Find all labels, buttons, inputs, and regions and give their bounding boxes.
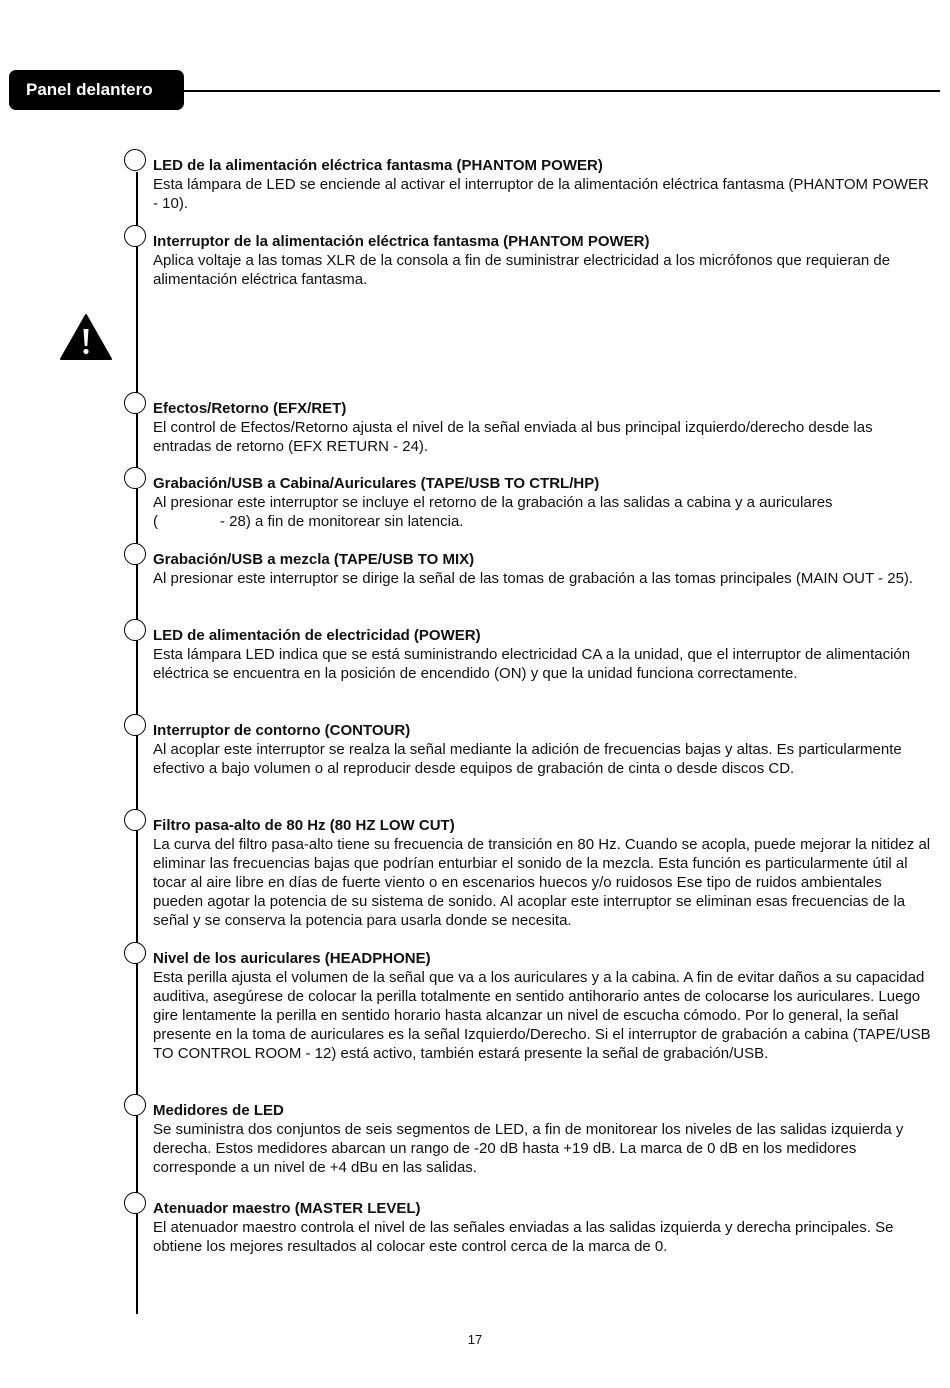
item-body: Al presionar este interruptor se incluye el retorno de la grabación a las salidas a cabina y a auriculares [153,494,833,511]
bullet-circle [124,543,146,565]
item-title: Interruptor de contorno (CONTOUR) [153,722,411,739]
warning-icon [59,313,113,361]
item-title: Efectos/Retorno (EFX/RET) [153,400,347,417]
list-item [153,816,935,930]
header-rule [184,90,940,92]
list-item [153,626,935,683]
list-item [153,1199,935,1256]
bullet-circle [124,714,146,736]
bullet-circle [124,809,146,831]
section-header-tab [9,70,184,110]
section-title: Panel delantero [26,80,153,99]
page-number: 17 [467,1332,483,1347]
list-item [153,949,935,1063]
item-title: LED de la alimentación eléctrica fantasma (PHANTOM POWER) [153,157,603,174]
item-title: Grabación/USB a mezcla (TAPE/USB TO MIX) [153,551,475,568]
bullet-circle [124,467,146,489]
bullet-circle [124,149,146,171]
item-title: LED de alimentación de electricidad (POWER) [153,627,481,644]
item-title: Interruptor de la alimentación eléctrica fantasma (PHANTOM POWER) [153,233,650,250]
list-item [153,1101,935,1177]
list-item [153,474,935,531]
item-body: Al presionar este interruptor se dirige la señal de las tomas de grabación a las tomas principales (MAIN OUT - 25). [153,570,914,587]
item-body: El atenuador maestro controla el nivel de las señales enviadas a las salidas izquierda y derecha principales. Se obtiene los mejores resultados al colocar este control cerca de la marca de 0. [153,1219,894,1255]
item-title: Nivel de los auriculares (HEADPHONE) [153,950,431,967]
list-item [153,399,935,456]
bullet-circle [124,225,146,247]
list-item [153,550,935,588]
item-body: Al acoplar este interruptor se realza la señal mediante la adición de frecuencias bajas y altas. Es particularmente efectivo a bajo volumen o al reproducir desde equipos de grabación de cinta o desde discos CD. [153,741,902,777]
item-body: Esta lámpara de LED se enciende al activar el interruptor de la alimentación eléctrica fantasma (PHANTOM POWER - 10). [153,176,929,212]
item-body: El control de Efectos/Retorno ajusta el nivel de la señal enviada al bus principal izquierdo/derecho desde las entradas de retorno (EFX RETURN - 24). [153,419,873,455]
bullet-circle [124,942,146,964]
paren-open: ( [153,513,158,530]
item-body: La curva del filtro pasa-alto tiene su frecuencia de transición en 80 Hz. Cuando se acopla, puede mejorar la nitidez al eliminar las frecuencias bajas que podrían enturbiar el sonido de la mezcla. Esta función es particularmente útil al tocar al aire libre en días de fuerte viento o en escenarios huecos y/o ruidosos Ese tipo de ruidos ambientales pueden agotar la potencia de su sistema de sonido. Al acoplar este interruptor se eliminan esas frecuencias de la señal y se conserva la potencia para usarla donde se necesita. [153,836,931,929]
item-body-continued [153,512,935,531]
item-body: Esta lámpara LED indica que se está suministrando electricidad CA a la unidad, que el interruptor de alimentación eléctrica se encuentra en la posición de encendido (ON) y que la unidad funciona correctamente. [153,646,911,682]
item-body-rest: - 28) a fin de monitorear sin latencia. [220,513,464,530]
item-title: Atenuador maestro (MASTER LEVEL) [153,1200,421,1217]
bullet-circle [124,1094,146,1116]
item-title: Medidores de LED [153,1102,284,1119]
item-body: Aplica voltaje a las tomas XLR de la consola a fin de suministrar electricidad a los micrófonos que requieran de alimentación eléctrica fantasma. [153,252,891,288]
bullet-circle [124,392,146,414]
list-item [153,232,935,289]
timeline-line [136,172,138,1314]
item-body: Esta perilla ajusta el volumen de la señal que va a los auriculares y a la cabina. A fin de evitar daños a su capacidad auditiva, asegúrese de colocar la perilla totalmente en sentido antihorario antes de colocarse los auriculares. Luego gire lentamente la perilla en sentido horario hasta alcanzar un nivel de escucha cómodo. Por lo general, la señal presente en la toma de auriculares es la señal Izquierdo/Derecho. Si el interruptor de grabación a cabina (TAPE/USB TO CONTROL ROOM - 12) está activo, también estará presente la señal de grabación/USB. [153,969,931,1062]
item-body: Se suministra dos conjuntos de seis segmentos de LED, a fin de monitorear los niveles de las salidas izquierda y derecha. Estos medidores abarcan un rango de -20 dB hasta +19 dB. La marca de 0 dB en los medidores corresponde a un nivel de +4 dBu en las salidas. [153,1121,904,1176]
item-title: Grabación/USB a Cabina/Auriculares (TAPE/USB TO CTRL/HP) [153,475,600,492]
list-item [153,156,935,213]
list-item [153,721,935,778]
bullet-circle [124,619,146,641]
bullet-circle [124,1192,146,1214]
item-title: Filtro pasa-alto de 80 Hz (80 HZ LOW CUT) [153,817,455,834]
